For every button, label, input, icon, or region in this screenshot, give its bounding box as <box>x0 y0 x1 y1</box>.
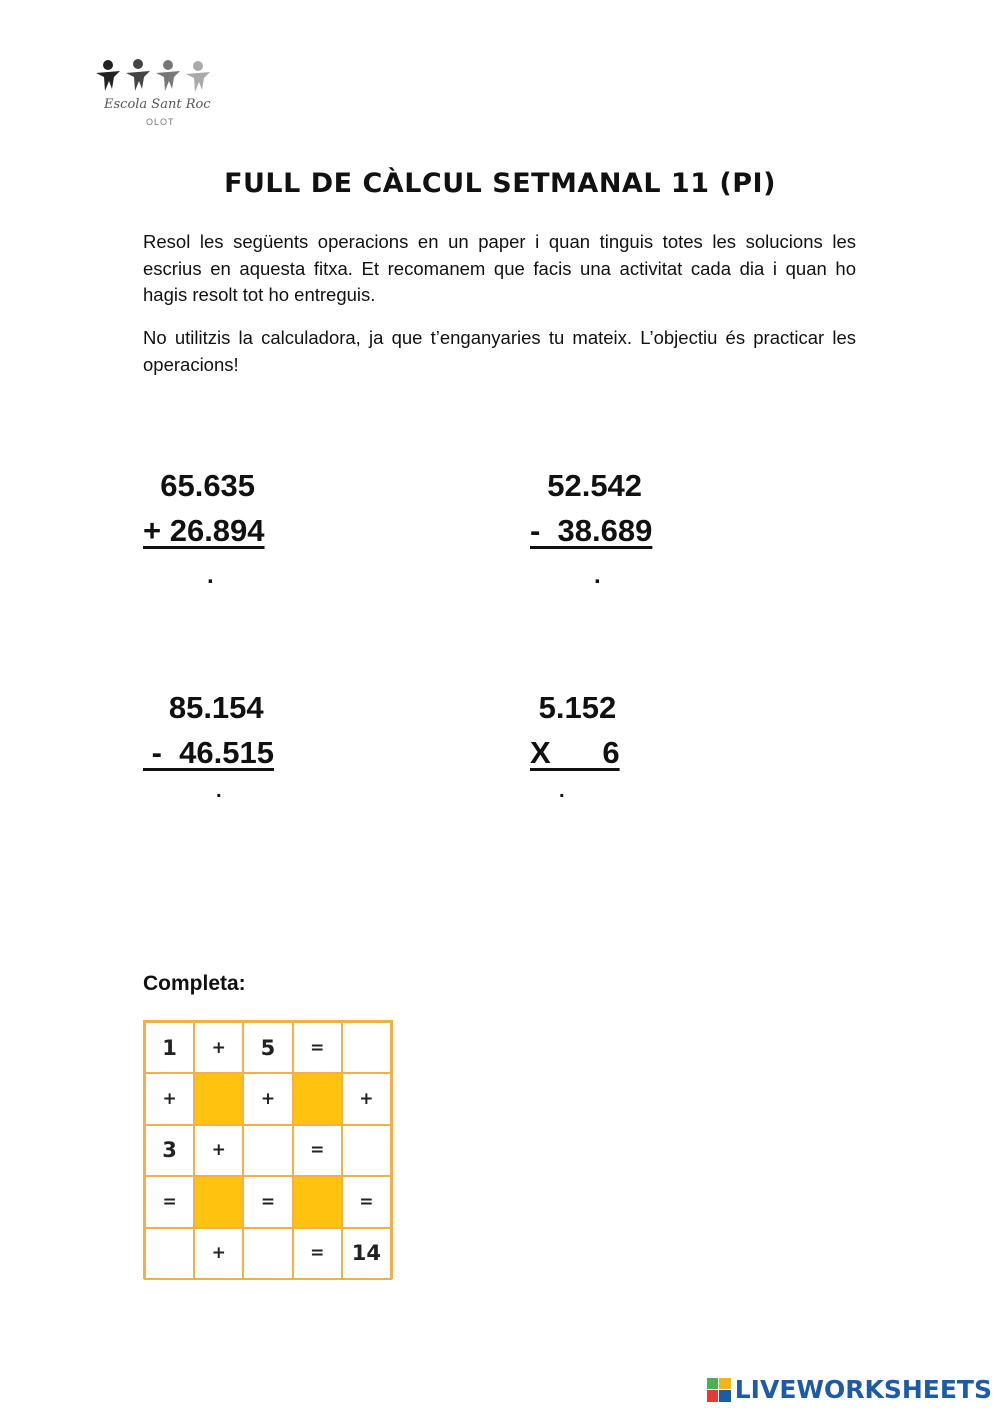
puzzle-cell: = <box>292 1227 343 1280</box>
puzzle-filled-cell <box>292 1072 343 1125</box>
puzzle-cell: = <box>144 1175 195 1228</box>
operation-3-bottom: - 46.515 <box>143 735 274 770</box>
puzzle-answer-cell[interactable] <box>242 1227 293 1280</box>
puzzle-answer-cell[interactable] <box>144 1227 195 1280</box>
liveworksheets-logo-icon <box>707 1378 731 1402</box>
puzzle-cell: = <box>292 1124 343 1177</box>
instructions-paragraph-2: No utilitzis la calculadora, ja que t’enganyaries tu mateix. L’objectiu és practicar les operacions! <box>143 327 856 375</box>
operation-1-answer-field[interactable]: . <box>207 562 214 589</box>
puzzle-cell: + <box>144 1072 195 1125</box>
school-name: Escola Sant Roc <box>104 97 211 112</box>
brand-name: LIVEWORKSHEETS <box>734 1375 992 1404</box>
operation-2-answer-field[interactable]: . <box>594 562 601 589</box>
operation-2-bottom: - 38.689 <box>530 513 653 548</box>
puzzle-answer-cell[interactable] <box>341 1124 392 1177</box>
puzzle-cell: + <box>193 1124 244 1177</box>
puzzle-cell: + <box>193 1021 244 1074</box>
puzzle-filled-cell <box>292 1175 343 1228</box>
puzzle-cell: = <box>242 1175 293 1228</box>
page-title: FULL DE CÀLCUL SETMANAL 11 (PI) <box>224 168 776 199</box>
operation-2-top: 52.542 <box>530 468 643 503</box>
puzzle-filled-cell <box>193 1072 244 1125</box>
puzzle-cell: = <box>292 1021 343 1074</box>
school-town: OLOT <box>146 117 175 127</box>
puzzle-filled-cell <box>193 1175 244 1228</box>
puzzle-cell: 3 <box>144 1124 195 1177</box>
liveworksheets-brand <box>707 1375 992 1404</box>
operation-1-bottom: + 26.894 <box>143 513 265 548</box>
puzzle-cell: 1 <box>144 1021 195 1074</box>
school-logo <box>90 55 230 135</box>
paper-dolls-icon <box>90 55 230 100</box>
puzzle-cell: 14 <box>341 1227 392 1280</box>
puzzle-cell: + <box>193 1227 244 1280</box>
operation-3-answer-field[interactable]: . <box>216 780 222 802</box>
operation-1-top: 65.635 <box>143 468 256 503</box>
puzzle-cell: = <box>341 1175 392 1228</box>
instructions-paragraph-1: Resol les següents operacions en un paper i quan tinguis totes les solucions les escrius en aquesta fitxa. Et recomanem que facis una activitat cada dia i quan ho hagis resolt tot ho entreguis. <box>143 231 856 305</box>
operation-4-top: 5.152 <box>530 690 617 725</box>
operation-4-answer-field[interactable]: . <box>559 780 565 802</box>
puzzle-cell: + <box>341 1072 392 1125</box>
operation-3-top: 85.154 <box>143 690 264 725</box>
puzzle-label: Completa: <box>143 972 246 995</box>
puzzle-cell: 5 <box>242 1021 293 1074</box>
puzzle-cell: + <box>242 1072 293 1125</box>
puzzle-answer-cell[interactable] <box>341 1021 392 1074</box>
puzzle-grid <box>143 1020 393 1279</box>
operation-4-bottom: X 6 <box>530 735 620 770</box>
puzzle-answer-cell[interactable] <box>242 1124 293 1177</box>
